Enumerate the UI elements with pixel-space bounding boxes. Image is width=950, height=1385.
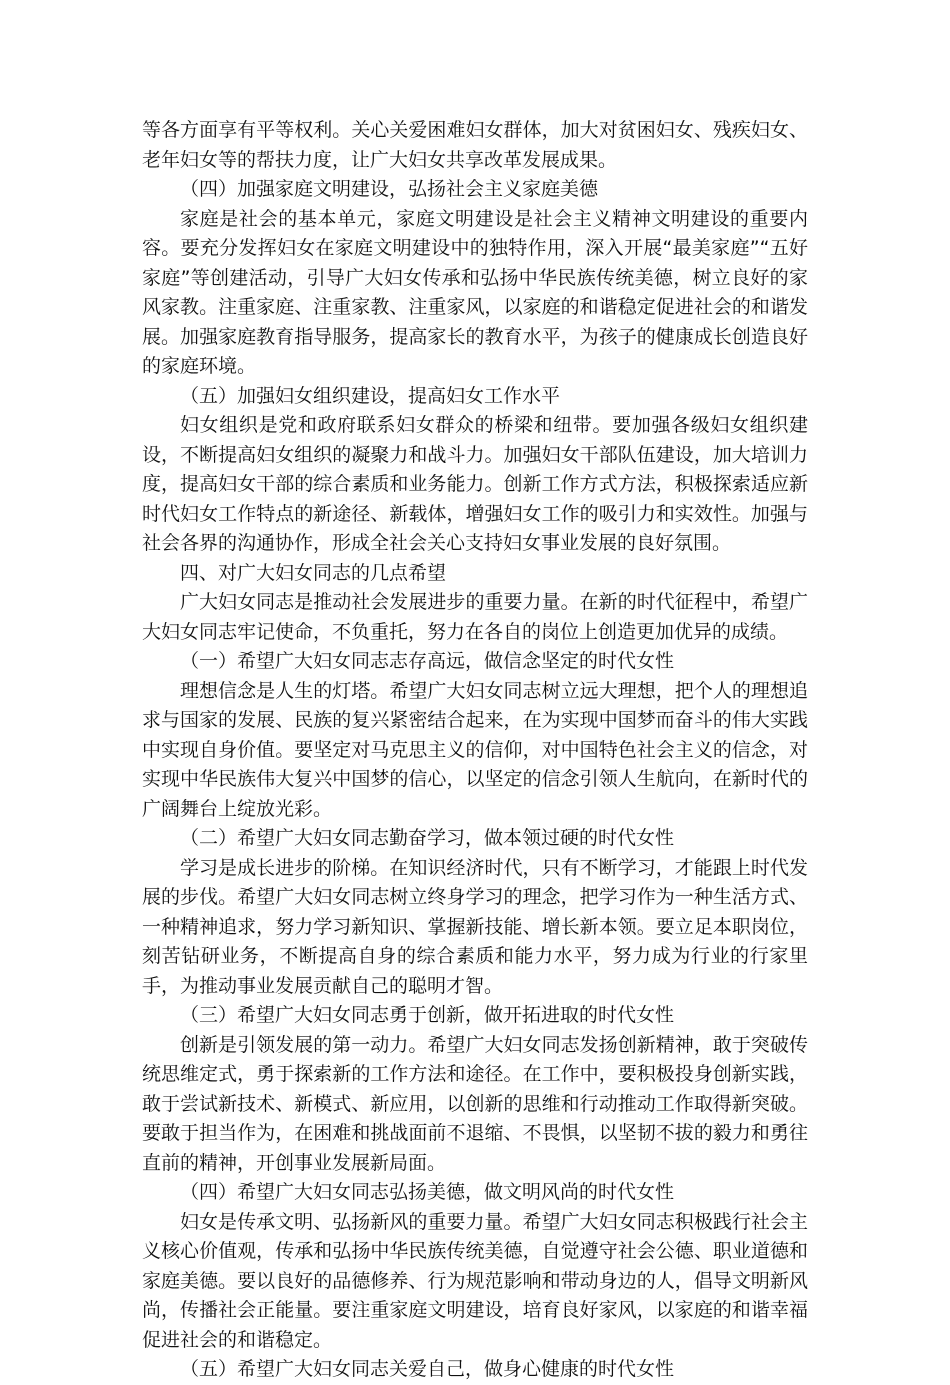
section-heading: （二）希望广大妇女同志勤奋学习，做本领过硬的时代女性 [180, 827, 675, 849]
section-heading: （四）加强家庭文明建设，弘扬社会主义家庭美德 [180, 178, 599, 200]
section-heading: （三）希望广大妇女同志勇于创新，做开拓进取的时代女性 [180, 1004, 675, 1026]
paragraph: 广大妇女同志是推动社会发展进步的重要力量。在新的时代征程中，希望广大妇女同志牢记使命，不负重托，努力在各自的岗位上创造更加优异的成绩。 [142, 591, 808, 643]
section-heading: （四）希望广大妇女同志弘扬美德，做文明风尚的时代女性 [180, 1181, 675, 1203]
document-body [142, 116, 808, 1385]
paragraph-continuation: 等各方面享有平等权利。关心关爱困难妇女群体，加大对贫困妇女、残疾妇女、老年妇女等的帮扶力度，让广大妇女共享改革发展成果。 [142, 119, 808, 171]
section-heading: （五）希望广大妇女同志关爱自己，做身心健康的时代女性 [180, 1358, 675, 1380]
section-heading: （一）希望广大妇女同志志存高远，做信念坚定的时代女性 [180, 650, 675, 672]
chapter-heading: 四、对广大妇女同志的几点希望 [180, 561, 447, 584]
section-heading: （五）加强妇女组织建设，提高妇女工作水平 [180, 384, 561, 407]
paragraph: 家庭是社会的基本单元，家庭文明建设是社会主义精神文明建设的重要内容。要充分发挥妇女在家庭文明建设中的独特作用，深入开展“最美家庭”“五好家庭”等创建活动，引导广大妇女传承和弘扬中华民族传统美德，树立良好的家风家教。注重家庭、注重家教、注重家风，以家庭的和谐稳定促进社会的和谐发展。加强家庭教育指导服务，提高家长的教育水平，为孩子的健康成长创造良好的家庭环境。 [142, 207, 808, 377]
paragraph: 理想信念是人生的灯塔。希望广大妇女同志树立远大理想，把个人的理想追求与国家的发展、民族的复兴紧密结合起来，在为实现中国梦而奋斗的伟大实践中实现自身价值。要坚定对马克思主义的信仰，对中国特色社会主义的信念，对实现中华民族伟大复兴中国梦的信心，以坚定的信念引领人生航向，在新时代的广阔舞台上绽放光彩。 [142, 679, 808, 820]
paragraph: 妇女组织是党和政府联系妇女群众的桥梁和纽带。要加强各级妇女组织建设，不断提高妇女组织的凝聚力和战斗力。加强妇女干部队伍建设，加大培训力度，提高妇女干部的综合素质和业务能力。创新工作方式方法，积极探索适应新时代妇女工作特点的新途径、新载体，增强妇女工作的吸引力和实效性。加强与社会各界的沟通协作，形成全社会关心支持妇女事业发展的良好氛围。 [142, 414, 808, 554]
paragraph: 创新是引领发展的第一动力。希望广大妇女同志发扬创新精神，敢于突破传统思维定式，勇于探索新的工作方法和途径。在工作中，要积极投身创新实践，敢于尝试新技术、新模式、新应用，以创新的思维和行动推动工作取得新突破。要敢于担当作为，在困难和挑战面前不退缩、不畏惧，以坚韧不拔的毅力和勇往直前的精神，开创事业发展新局面。 [142, 1033, 808, 1174]
paragraph: 妇女是传承文明、弘扬新风的重要力量。希望广大妇女同志积极践行社会主义核心价值观，传承和弘扬中华民族传统美德，自觉遵守社会公德、职业道德和家庭美德。要以良好的品德修养、行为规范影响和带动身边的人，倡导文明新风尚，传播社会正能量。要注重家庭文明建设，培育良好家风，以家庭的和谐幸福促进社会的和谐稳定。 [142, 1210, 808, 1351]
paragraph: 学习是成长进步的阶梯。在知识经济时代，只有不断学习，才能跟上时代发展的步伐。希望广大妇女同志树立终身学习的理念，把学习作为一种生活方式、一种精神追求，努力学习新知识、掌握新技能、增长新本领。要立足本职岗位，刻苦钻研业务，不断提高自身的综合素质和能力水平，努力成为行业的行家里手，为推动事业发展贡献自己的聪明才智。 [142, 856, 808, 997]
